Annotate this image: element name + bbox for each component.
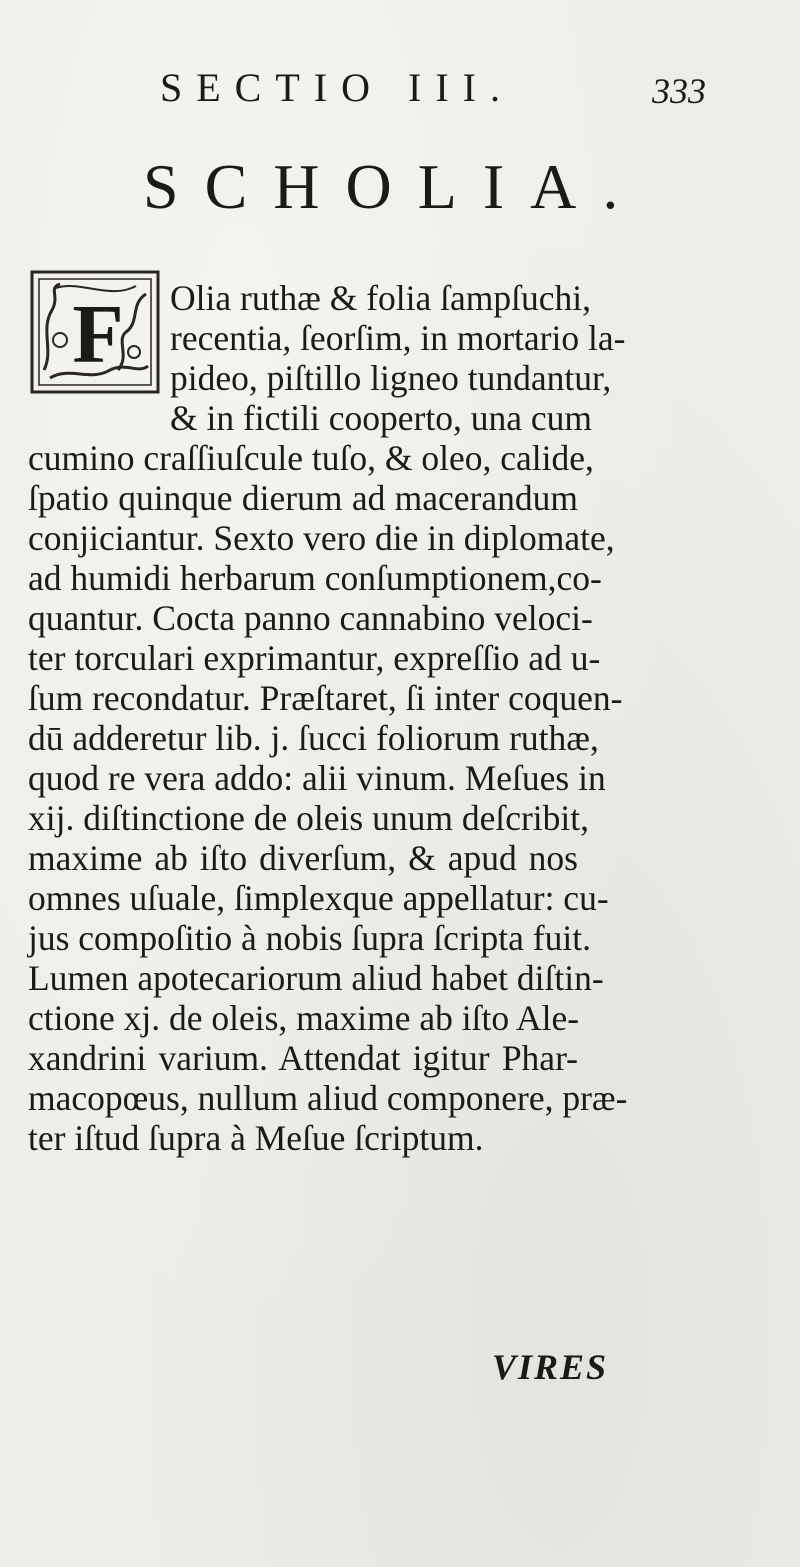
text-line-20: xandrini varium. Attendat igitur Phar- (28, 1038, 578, 1078)
text-line-10: ter torculari exprimantur, expreſſio ad u- (28, 638, 601, 678)
text-line-2: recentia, ſeorſim, in mortario la- (170, 318, 626, 358)
text-line-14: xij. diſtinctione de oleis unum deſcribit, (28, 798, 589, 838)
section-heading: SCHOLIA. (143, 151, 645, 222)
text-line-11: ſum recondatur. Præſtaret, ſi inter coquen- (28, 678, 623, 718)
text-line-5: cumino craſſiuſcule tuſo, & oleo, calide, (28, 438, 594, 478)
text-line-15: maxime ab iſto diverſum, & apud nos (28, 838, 578, 878)
text-line-16: omnes uſuale, ſimplexque appellatur: cu- (28, 878, 609, 918)
page-number: 333 (652, 71, 706, 111)
running-head: SECTIO III. (160, 65, 514, 110)
text-line-13: quod re vera addo: alii vinum. Meſues in (28, 758, 606, 798)
text-line-7: conjiciantur. Sexto vero die in diplomate, (28, 518, 615, 558)
text-line-3: pideo, piſtillo ligneo tundantur, (170, 358, 612, 398)
text-line-21: macopœus, nullum aliud componere, præ- (28, 1078, 628, 1118)
text-line-17: jus compoſitio à nobis ſupra ſcripta fuit. (28, 918, 591, 958)
ornament-initial-icon (30, 270, 160, 394)
text-line-18: Lumen apotecariorum aliud habet diſtin- (28, 958, 604, 998)
svg-text:F: F (72, 288, 124, 381)
decorated-initial-letter (30, 270, 160, 394)
text-line-1: Olia ruthæ & folia ſampſuchi, (170, 278, 591, 318)
text-line-19: ctione xj. de oleis, maxime ab iſto Ale- (28, 998, 580, 1038)
catchword: VIRES (492, 1347, 609, 1387)
text-line-4: & in fictili cooperto, una cum (170, 398, 592, 438)
text-line-9: quantur. Cocta panno cannabino veloci- (28, 598, 593, 638)
text-line-22: ter iſtud ſupra à Meſue ſcriptum. (28, 1118, 484, 1158)
text-line-12: dū adderetur lib. j. ſucci foliorum ruthæ, (28, 718, 599, 758)
text-line-8: ad humidi herbarum conſumptionem,co- (28, 558, 602, 598)
text-line-6: ſpatio quinque dierum ad macerandum (28, 478, 578, 518)
